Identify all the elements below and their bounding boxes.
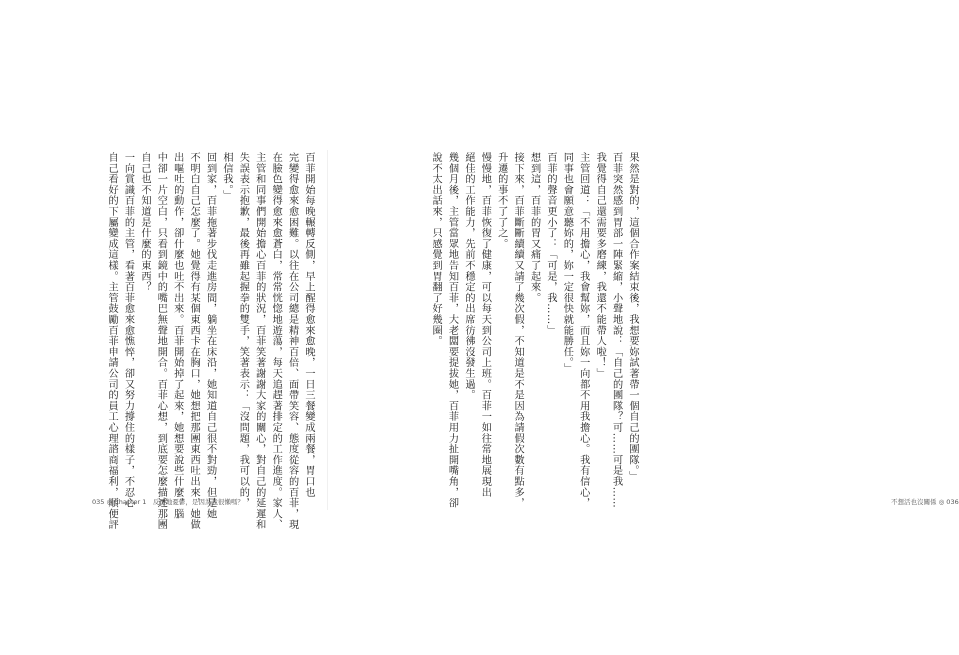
body-line: 絕佳的工作能力，先前不穩定的出席彷彿沒發生過。 [462,152,474,401]
body-line: 想到這，百菲的胃又痛了起來。 [528,152,540,304]
body-line: 百菲突然感到胃部一陣緊縮，小聲地說：「自己的團隊？可……可是我…… [610,152,622,509]
body-line: 升遷的事不了了之。 [495,152,507,250]
body-line: 主管回道：「不用擔心，我會幫妳，而且妳一向都不用我擔心。我有信心， [577,152,589,509]
body-line: 完變得愈來愈困難。以往在公司總是精神百倍、面帶笑容、態度從容的百菲，現 [286,152,298,530]
left-page [0,0,327,655]
body-line: 不明白自己怎麼了。她覺得有某個東西卡在胸口，她想把那團東西吐出來，她做 [188,152,200,530]
body-line: 百菲開始每晚輾轉反側，早上醒得愈來愈晚，一日三餐變成兩餐，胃口也 [303,152,314,498]
body-line: 百菲的聲音更小了：「可是，我……」 [544,152,556,336]
body-line: 回到家，百菲拖著步伐走進房間，躺坐在床沿，她知道自己很不對勁，但是她 [204,152,216,520]
body-line: 一向賞識百菲的主管，看著百菲愈來愈憔悴，卻又努力撐住的樣子，不忍心 [122,152,134,509]
right-page [328,0,959,655]
body-line: 果然是對的，這個合作案結束後，我想要妳試著帶一個自己的團隊。」 [627,152,638,482]
body-line: 自己也不知道是什麼的東西？ [138,152,150,293]
body-line: 失誤表示抱歉，最後再雖起握拳的雙手，笑著表示：「沒問題，我可以的， [237,152,249,509]
body-line: 幾個月後，主管當眾地告知百菲，大老闆要提拔她，百菲用力扯開嘴角，卻 [446,152,458,509]
body-line: 相信我。」 [220,152,232,201]
body-line: 接下來，百菲斷斷續續又請了幾次假，不知道是不是因為請假次數有點多， [512,152,524,509]
body-line: 中卻一片空白，只看到鏡中的嘴巴無聲地開合。百菲心想，到底要怎麼描述那團 [155,152,167,530]
left-page-folio: 035 ◎ Chapter 1 反覆地憂鬱，是因為我很懶嗎？ [92,498,244,506]
body-line: 在臉色變得愈來愈蒼白，常常恍惚地遊蕩，每天追趕著排定的工作進度。家人、 [270,152,282,530]
body-line: 說不太出話來，只感覺到胃翻了好幾圈。 [430,152,442,347]
body-line: 我覺得自己還需要多磨練，我還不能帶人啦！」 [594,152,606,379]
body-line: 同事也會願意聽妳的，妳一定很快就能勝任。」 [561,152,573,374]
body-line: 慢慢地，百菲恢復了健康，可以每天到公司上班。百菲一如往常地展現出 [479,152,491,498]
body-line: 出嘔吐的動作，卻什麼也吐不出來。百菲開始掉了起來，她想要說些什麼，腦 [171,152,183,520]
body-line: 主管和同事們開始擔心百菲的狀況，百菲笑著謝謝大家的關心，對自己的延遲和 [253,152,265,530]
body-line: 自己看好的下屬變成這樣。主管鼓勵百菲申請公司的員工心理諮商福利，順便評 [106,152,118,530]
right-page-body-text [340,152,640,509]
right-page-folio: 不想活也沒關係 ◎ 036 [891,498,959,506]
